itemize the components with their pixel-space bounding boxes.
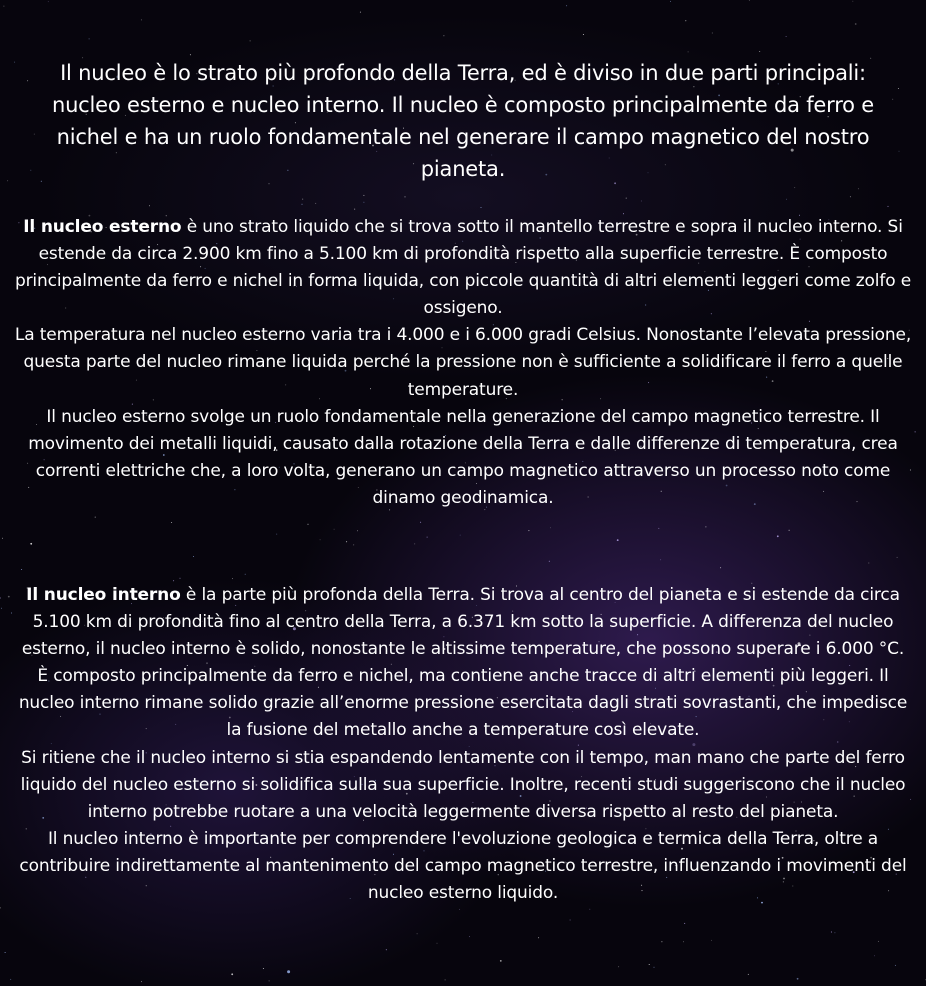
outer-core-text-1: è uno strato liquido che si trova sotto il mantello terrestre e sopra il nucleo interno. Si estende da circa 2.900 km fino a 5.100 km di profondità rispetto alla superficie terrestre. È composto principalmente da ferro e nichel in forma liquida, con piccole quantità di altri elementi leggeri come zolfo e ossigeno.: [14, 217, 912, 319]
outer-core-section: [14, 214, 912, 512]
inner-core-text-3: Si ritiene che il nucleo interno si stia espandendo lentamente con il tempo, man mano che parte del ferro liquido del nucleo esterno si solidifica sulla sua superficie. Inoltre, recenti studi suggeriscono che il nucleo interno potrebbe ruotare a una velocità leggermente diversa rispetto al resto del pianeta.: [20, 747, 906, 822]
inner-core-text-2: È composto principalmente da ferro e nichel, ma contiene anche tracce di altri elementi più leggeri. Il nucleo interno rimane solido grazie all’enorme pressione esercitata dagli strati sovrastanti, che impedisce la fusione del metallo anche a temperature così elevate.: [18, 666, 908, 741]
intro-paragraph: Il nucleo è lo strato più profondo della Terra, ed è diviso in due parti principali: nucleo esterno e nucleo interno. Il nucleo è composto principalmente da ferro e nichel e ha un ruolo fondamentale nel generare il campo magnetico del nostro pianeta.: [51, 61, 875, 181]
inner-core-text-1: è la parte più profonda della Terra. Si trova al centro del pianeta e si estende da circa 5.100 km di profondità fino al centro della Terra, a 6.371 km sotto la superficie. A differenza del nucleo esterno, il nucleo interno è solido, nonostante le altissime temperature, che possono superare i 6.000 °C.: [21, 585, 905, 660]
inner-core-title: Il nucleo interno: [26, 585, 181, 605]
inner-core-text-4: Il nucleo interno è importante per comprendere l'evoluzione geologica e termica della Terra, oltre a contribuire indirettamente al mantenimento del campo magnetico terrestre, influenzando i movimenti del nucleo esterno liquido.: [19, 828, 907, 904]
inner-core-section: [14, 582, 912, 907]
outer-core-text-2: La temperatura nel nucleo esterno varia tra i 4.000 e i 6.000 gradi Celsius. Nonostante l’elevata pressione, questa parte del nucleo rimane liquida perché la pressione non è sufficiente a solidificare il ferro a quelle temperature.: [14, 325, 912, 400]
outer-core-title: Il nucleo esterno: [23, 217, 182, 237]
outer-core-text-3: Il nucleo esterno svolge un ruolo fondamentale nella generazione del campo magnetico terrestre. Il movimento dei metalli liquidi, causato dalla rotazione della Terra e dalle differenze di temperatura, crea correnti elettriche che, a loro volta, generano un campo magnetico attraverso un processo noto come dinamo geodinamica.: [28, 406, 898, 508]
